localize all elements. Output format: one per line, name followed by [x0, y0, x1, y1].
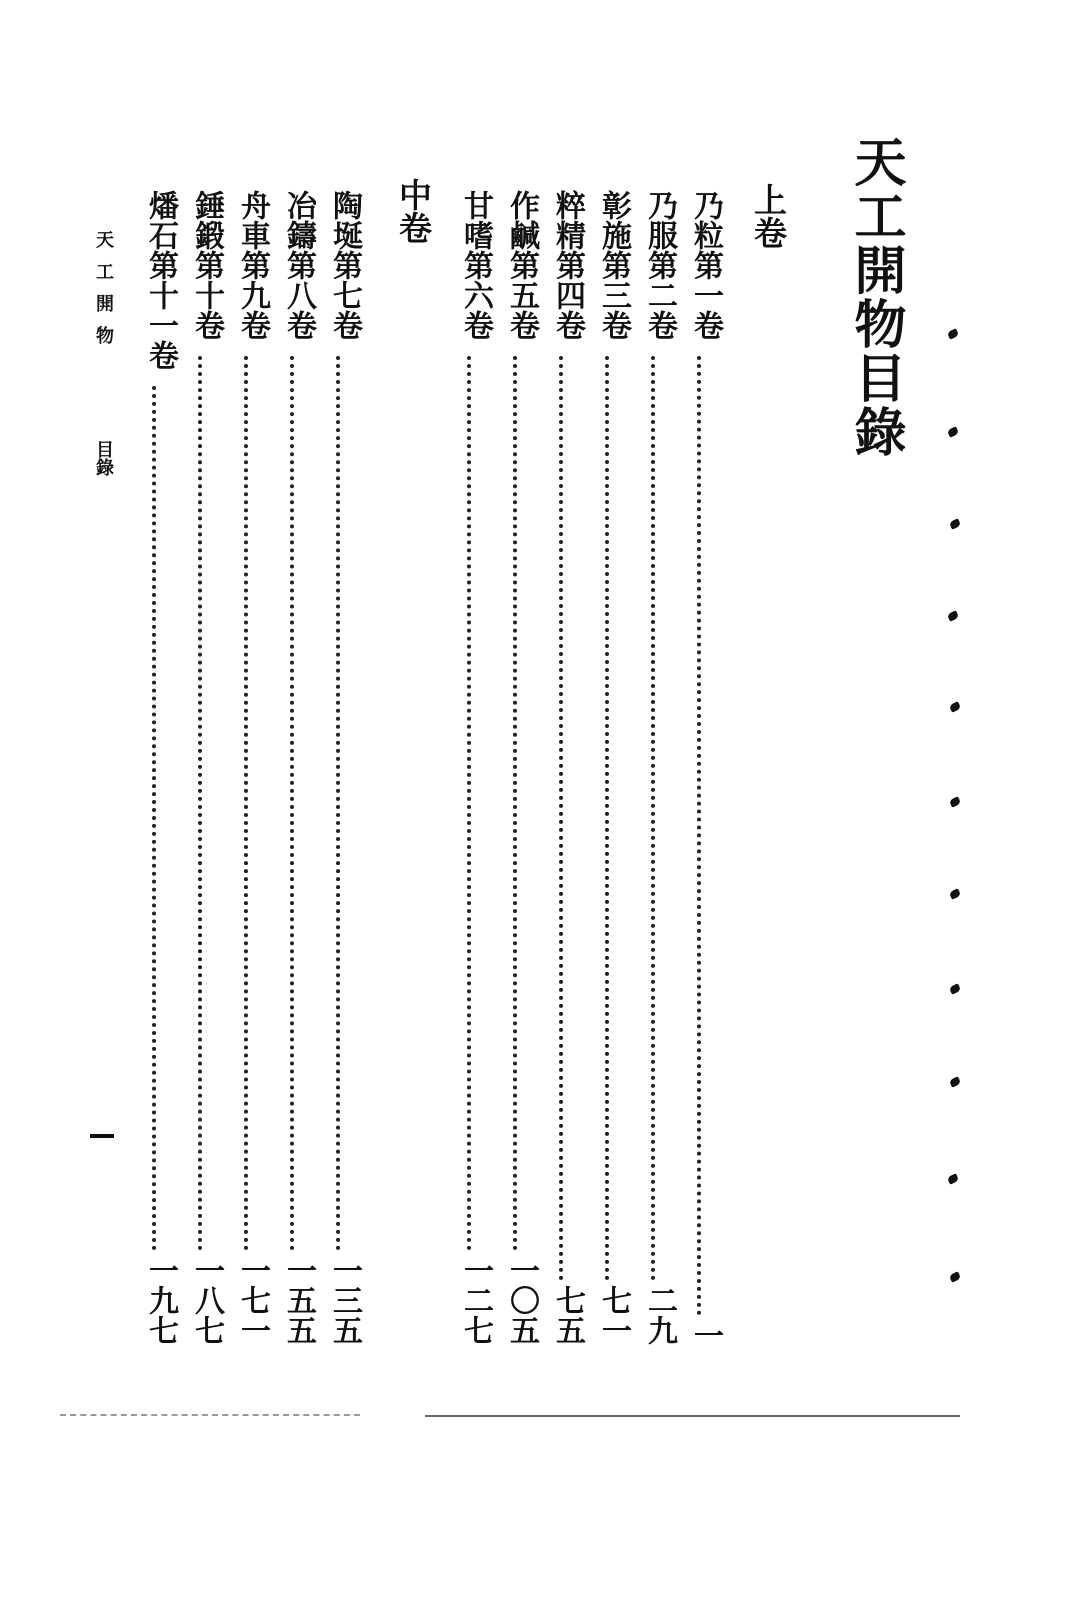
page-title: 天工開物目錄 — [845, 135, 906, 459]
entry-page-number: 一〇五 — [504, 1255, 539, 1345]
leader-dots — [651, 356, 655, 1281]
leader-dots — [198, 356, 202, 1251]
entry-title: 乃粒第一卷 — [688, 190, 723, 340]
entry-title: 舟車第九卷 — [235, 190, 270, 340]
binding-mark — [949, 1271, 961, 1282]
leader-dots — [336, 356, 340, 1251]
margin-page-number — [90, 1134, 114, 1138]
margin-section-label: 目錄 — [93, 440, 114, 476]
entry-title: 燔石第十一卷 — [143, 190, 178, 370]
leader-dots — [697, 356, 701, 1316]
binding-mark — [949, 701, 961, 712]
entry-page-number: 七五 — [550, 1285, 585, 1345]
leader-dots — [513, 356, 517, 1251]
leader-dots — [290, 356, 294, 1251]
entry-title: 粹精第四卷 — [550, 190, 585, 340]
entry-page-number: 一七一 — [235, 1255, 270, 1345]
entry-page-number: 二九 — [642, 1285, 677, 1345]
leader-dots — [152, 386, 156, 1251]
entry-page-number: 一二七 — [458, 1255, 493, 1345]
binding-mark — [947, 328, 959, 339]
binding-mark — [949, 518, 961, 529]
binding-mark — [947, 610, 959, 621]
entry-title: 彰施第三卷 — [596, 190, 631, 340]
entry-title: 乃服第二卷 — [642, 190, 677, 340]
binding-mark — [949, 983, 961, 994]
entry-page-number: 一 — [688, 1320, 723, 1350]
entry-page-number: 一三五 — [327, 1255, 362, 1345]
entry-page-number: 七一 — [596, 1285, 631, 1345]
bottom-rule-right — [425, 1415, 960, 1417]
bottom-rule-left — [60, 1414, 360, 1416]
binding-mark — [949, 796, 961, 807]
entry-page-number: 一五五 — [281, 1255, 316, 1345]
entry-page-number: 一八七 — [189, 1255, 224, 1345]
margin-book-title: 天工開物 — [93, 230, 114, 358]
leader-dots — [467, 356, 471, 1251]
entry-title: 陶埏第七卷 — [327, 190, 362, 340]
binding-mark — [949, 1076, 961, 1087]
section-heading-upper: 上卷 — [749, 183, 788, 249]
leader-dots — [559, 356, 563, 1281]
section-heading-middle: 中卷 — [394, 178, 433, 244]
entry-title: 冶鑄第八卷 — [281, 190, 316, 340]
entry-title: 錘鍛第十卷 — [189, 190, 224, 340]
binding-mark — [947, 1173, 959, 1184]
leader-dots — [605, 356, 609, 1281]
leader-dots — [244, 356, 248, 1251]
binding-mark — [949, 888, 961, 899]
entry-title: 甘嗜第六卷 — [458, 190, 493, 340]
entry-title: 作鹹第五卷 — [504, 190, 539, 340]
binding-mark — [947, 426, 959, 437]
entry-page-number: 一九七 — [143, 1255, 178, 1345]
